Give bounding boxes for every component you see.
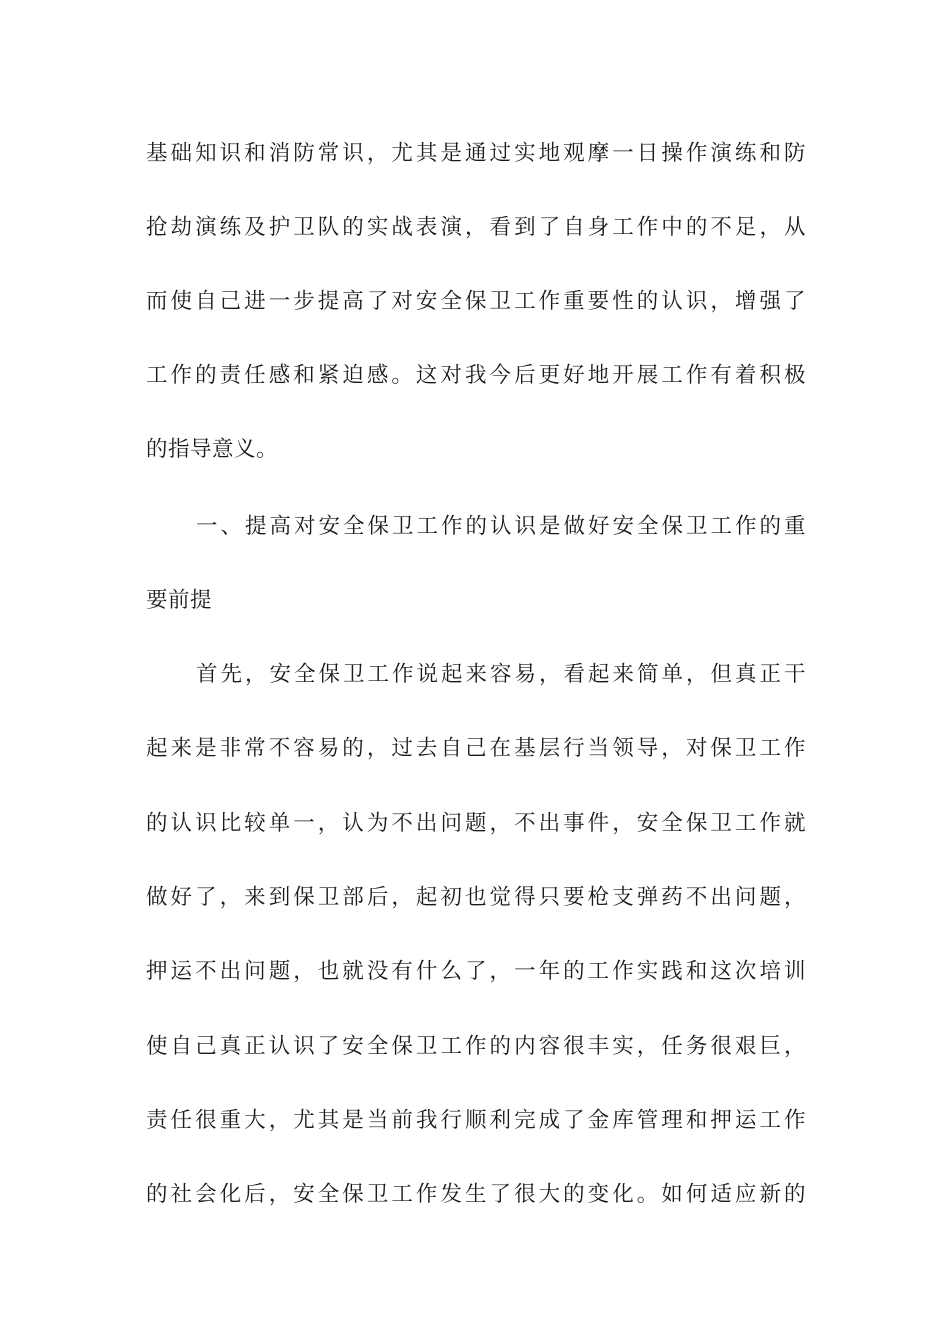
text-line-12: 押运不出问题，也就没有什么了，一年的工作实践和这次培训 — [146, 959, 806, 984]
text-line-10: 的认识比较单一，认为不出问题，不出事件，安全保卫工作就 — [146, 811, 806, 836]
text-line-9: 起来是非常不容易的，过去自己在基层行当领导，对保卫工作 — [146, 736, 806, 761]
text-line-5: 的指导意义。 — [146, 437, 279, 462]
section-heading-line-1: 一、提高对安全保卫工作的认识是做好安全保卫工作的重 — [196, 514, 806, 539]
text-line-14: 责任很重大，尤其是当前我行顺利完成了金库管理和押运工作 — [146, 1108, 806, 1133]
text-line-3: 而使自己进一步提高了对安全保卫工作重要性的认识，增强了 — [146, 289, 806, 314]
text-line-13: 使自己真正认识了安全保卫工作的内容很丰实，任务很艰巨， — [146, 1034, 806, 1059]
text-line-11: 做好了，来到保卫部后，起初也觉得只要枪支弹药不出问题， — [146, 885, 806, 910]
text-line-15: 的社会化后，安全保卫工作发生了很大的变化。如何适应新的 — [146, 1182, 806, 1207]
text-line-2: 抢劫演练及护卫队的实战表演，看到了自身工作中的不足，从 — [146, 215, 806, 240]
text-line-8: 首先，安全保卫工作说起来容易，看起来简单，但真正干 — [196, 662, 806, 687]
section-heading-line-2: 要前提 — [146, 588, 213, 613]
text-line-1: 基础知识和消防常识，尤其是通过实地观摩一日操作演练和防 — [146, 141, 806, 166]
text-line-4: 工作的责任感和紧迫感。这对我今后更好地开展工作有着积极 — [146, 363, 806, 388]
